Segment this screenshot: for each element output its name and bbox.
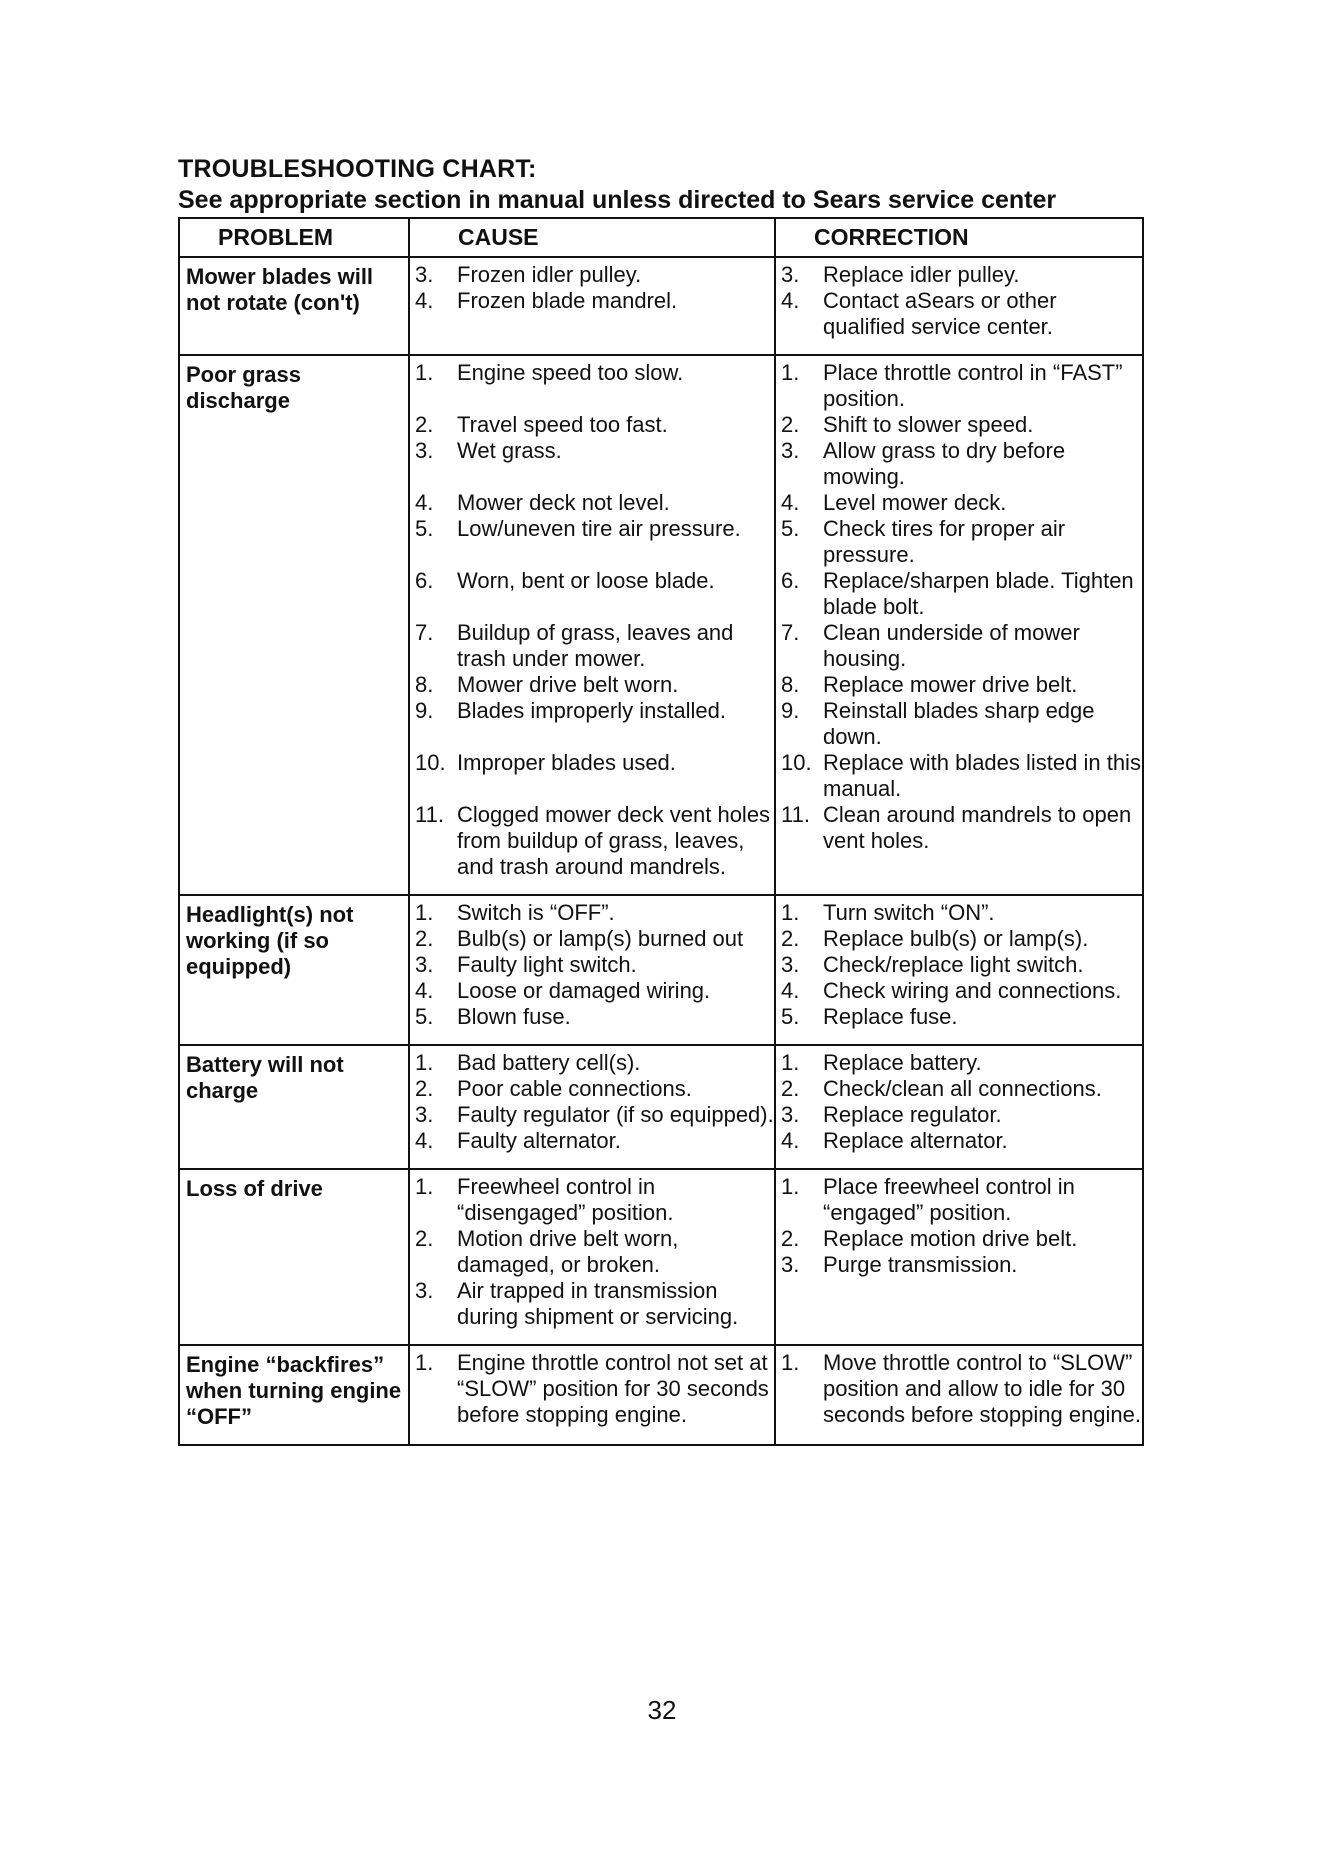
correction-cell xyxy=(775,1045,1143,1169)
correction-item xyxy=(776,952,1142,978)
cause-item xyxy=(410,1226,774,1278)
item-text: Move throttle control to “SLOW” position and allow to idle for 30 seconds before stopping engine. xyxy=(823,1350,1142,1427)
item-number: 6. xyxy=(781,568,800,593)
cause-item xyxy=(410,288,774,314)
troubleshooting-table xyxy=(178,217,1144,1446)
problem-cell: Mower blades will not rotate (con't) xyxy=(179,257,409,355)
item-number: 4. xyxy=(781,490,800,515)
cause-item xyxy=(410,900,774,926)
item-text: Check wiring and connections. xyxy=(823,978,1122,1003)
item-text: Replace mower drive belt. xyxy=(823,672,1078,697)
correction-item xyxy=(776,438,1142,490)
item-text: Check tires for proper air pressure. xyxy=(823,516,1066,567)
item-text: Replace with blades listed in this manual. xyxy=(823,750,1141,801)
item-number: 3. xyxy=(781,1102,800,1127)
item-text: Replace/sharpen blade. Tighten blade bolt. xyxy=(823,568,1134,619)
table-row xyxy=(179,895,1143,1045)
item-number: 3. xyxy=(415,262,434,287)
item-text: Mower drive belt worn. xyxy=(457,672,679,697)
item-number: 1. xyxy=(781,1174,800,1199)
correction-item xyxy=(776,288,1142,340)
chart-subtitle: See appropriate section in manual unless directed to Sears service center xyxy=(178,186,1057,214)
cause-cell xyxy=(409,1345,775,1445)
item-text: Bulb(s) or lamp(s) burned out xyxy=(457,926,744,951)
cause-item xyxy=(410,438,774,464)
table-body xyxy=(179,257,1143,1445)
item-number: 1. xyxy=(781,360,800,385)
item-text: Replace bulb(s) or lamp(s). xyxy=(823,926,1089,951)
item-number: 3. xyxy=(415,1278,434,1303)
table-row xyxy=(179,257,1143,355)
item-text: Buildup of grass, leaves and trash under mower. xyxy=(457,620,734,671)
correction-cell xyxy=(775,895,1143,1045)
item-text: Place throttle control in “FAST” position. xyxy=(823,360,1123,411)
correction-item xyxy=(776,1102,1142,1128)
item-text: Turn switch “ON”. xyxy=(823,900,995,925)
item-number: 11. xyxy=(781,802,810,827)
table-row xyxy=(179,1045,1143,1169)
item-text: Worn, bent or loose blade. xyxy=(457,568,715,593)
item-text: Replace battery. xyxy=(823,1050,982,1075)
item-number: 1. xyxy=(415,1350,434,1375)
table-header-row xyxy=(179,218,1143,257)
troubleshooting-page xyxy=(178,154,1142,1446)
item-number: 3. xyxy=(781,438,800,463)
correction-item xyxy=(776,750,1142,802)
item-text: Frozen idler pulley. xyxy=(457,262,642,287)
item-text: Contact aSears or other qualified service center. xyxy=(823,288,1057,339)
item-number: 1. xyxy=(415,1174,434,1199)
item-text: Air trapped in transmission during shipment or servicing. xyxy=(457,1278,739,1329)
problem-cell: Headlight(s) not working (if so equipped) xyxy=(179,895,409,1045)
item-number: 2. xyxy=(781,1226,800,1251)
item-number: 1. xyxy=(415,900,434,925)
cause-cell xyxy=(409,355,775,895)
correction-cell xyxy=(775,257,1143,355)
cause-item xyxy=(410,698,774,724)
correction-cell xyxy=(775,1169,1143,1345)
item-number: 9. xyxy=(781,698,800,723)
item-number: 4. xyxy=(415,288,434,313)
cause-item xyxy=(410,776,774,880)
problem-cell: Poor grass discharge xyxy=(179,355,409,895)
item-text: Clean around mandrels to open vent holes. xyxy=(823,802,1132,853)
correction-item xyxy=(776,1128,1142,1154)
item-number: 2. xyxy=(415,1226,434,1251)
item-number: 3. xyxy=(415,952,434,977)
cause-item xyxy=(410,978,774,1004)
item-text: Loose or damaged wiring. xyxy=(457,978,711,1003)
item-number: 2. xyxy=(781,412,800,437)
item-text: Low/uneven tire air pressure. xyxy=(457,516,741,541)
correction-item xyxy=(776,568,1142,620)
item-text: Purge transmission. xyxy=(823,1252,1018,1277)
cause-item xyxy=(410,724,774,776)
item-number: 2. xyxy=(415,412,434,437)
item-text: Place freewheel control in “engaged” position. xyxy=(823,1174,1075,1225)
correction-item xyxy=(776,412,1142,438)
item-text: Faulty regulator (if so equipped). xyxy=(457,1102,774,1127)
correction-cell xyxy=(775,355,1143,895)
item-text: Level mower deck. xyxy=(823,490,1007,515)
cause-item xyxy=(410,1050,774,1076)
item-number: 4. xyxy=(415,978,434,1003)
cause-item xyxy=(410,542,774,594)
cause-item xyxy=(410,516,774,542)
page-number: 32 xyxy=(647,1695,677,1725)
item-text: Faulty light switch. xyxy=(457,952,637,977)
item-text: Faulty alternator. xyxy=(457,1128,621,1153)
correction-item xyxy=(776,620,1142,672)
cause-cell xyxy=(409,895,775,1045)
cause-item xyxy=(410,386,774,438)
item-number: 7. xyxy=(781,620,800,645)
item-number: 2. xyxy=(781,1076,800,1101)
problem-cell: Loss of drive xyxy=(179,1169,409,1345)
item-number: 6. xyxy=(415,568,434,593)
cause-cell xyxy=(409,257,775,355)
item-text: Frozen blade mandrel. xyxy=(457,288,678,313)
item-number: 5. xyxy=(781,1004,800,1029)
header-cause: CAUSE xyxy=(409,218,775,257)
item-number: 3. xyxy=(781,262,800,287)
cause-item xyxy=(410,1174,774,1226)
item-text: Replace alternator. xyxy=(823,1128,1008,1153)
cause-item xyxy=(410,1350,774,1428)
correction-item xyxy=(776,1050,1142,1076)
item-number: 4. xyxy=(415,1128,434,1153)
cause-item xyxy=(410,1278,774,1330)
item-number: 9. xyxy=(415,698,434,723)
correction-item xyxy=(776,900,1142,926)
chart-title: TROUBLESHOOTING CHART: xyxy=(178,155,537,183)
cause-cell xyxy=(409,1169,775,1345)
item-text: Allow grass to dry before mowing. xyxy=(823,438,1066,489)
correction-item xyxy=(776,926,1142,952)
correction-item xyxy=(776,1174,1142,1226)
header-correction: CORRECTION xyxy=(775,218,1143,257)
item-number: 3. xyxy=(781,1252,800,1277)
correction-item xyxy=(776,516,1142,568)
cause-item xyxy=(410,464,774,516)
correction-cell xyxy=(775,1345,1143,1445)
cause-item xyxy=(410,952,774,978)
correction-item xyxy=(776,802,1142,854)
cause-item xyxy=(410,262,774,288)
item-number: 5. xyxy=(415,516,434,541)
item-number: 4. xyxy=(415,490,434,515)
item-number: 7. xyxy=(415,620,434,645)
item-number: 4. xyxy=(781,1128,800,1153)
cause-item xyxy=(410,1102,774,1128)
correction-item xyxy=(776,978,1142,1004)
cause-item xyxy=(410,594,774,672)
item-text: Engine speed too slow. xyxy=(457,360,684,385)
correction-item xyxy=(776,1350,1142,1428)
correction-item xyxy=(776,490,1142,516)
item-number: 2. xyxy=(781,926,800,951)
item-text: Check/clean all connections. xyxy=(823,1076,1102,1101)
item-number: 4. xyxy=(781,288,800,313)
item-text: Reinstall blades sharp edge down. xyxy=(823,698,1095,749)
item-text: Motion drive belt worn, damaged, or broken. xyxy=(457,1226,679,1277)
cause-cell xyxy=(409,1045,775,1169)
item-text: Mower deck not level. xyxy=(457,490,670,515)
item-number: 10. xyxy=(415,750,446,775)
item-text: Shift to slower speed. xyxy=(823,412,1034,437)
table-row xyxy=(179,355,1143,895)
item-text: Replace regulator. xyxy=(823,1102,1002,1127)
correction-item xyxy=(776,360,1142,412)
item-text: Bad battery cell(s). xyxy=(457,1050,641,1075)
correction-item xyxy=(776,262,1142,288)
item-number: 3. xyxy=(415,1102,434,1127)
item-text: Blown fuse. xyxy=(457,1004,571,1029)
item-number: 11. xyxy=(415,802,444,827)
item-text: Clean underside of mower housing. xyxy=(823,620,1080,671)
item-text: Improper blades used. xyxy=(457,750,676,775)
item-text: Replace fuse. xyxy=(823,1004,958,1029)
item-text: Replace motion drive belt. xyxy=(823,1226,1078,1251)
table-row xyxy=(179,1169,1143,1345)
item-number: 1. xyxy=(781,1050,800,1075)
item-number: 3. xyxy=(781,952,800,977)
item-number: 3. xyxy=(415,438,434,463)
item-number: 1. xyxy=(781,1350,800,1375)
correction-item xyxy=(776,698,1142,750)
item-text: Check/replace light switch. xyxy=(823,952,1084,977)
cause-item xyxy=(410,672,774,698)
item-text: Engine throttle control not set at “SLOW” position for 30 seconds before stopping engine. xyxy=(457,1350,769,1427)
item-number: 4. xyxy=(781,978,800,1003)
item-text: Freewheel control in “disengaged” position. xyxy=(457,1174,674,1225)
item-text: Poor cable connections. xyxy=(457,1076,692,1101)
cause-item xyxy=(410,1004,774,1030)
item-number: 5. xyxy=(781,516,800,541)
cause-item xyxy=(410,360,774,386)
problem-cell: Battery will not charge xyxy=(179,1045,409,1169)
cause-item xyxy=(410,1076,774,1102)
table-row xyxy=(179,1345,1143,1445)
item-number: 1. xyxy=(415,1050,434,1075)
cause-item xyxy=(410,1128,774,1154)
cause-item xyxy=(410,926,774,952)
correction-item xyxy=(776,1226,1142,1252)
correction-item xyxy=(776,1252,1142,1278)
header-problem: PROBLEM xyxy=(179,218,409,257)
item-number: 5. xyxy=(415,1004,434,1029)
item-number: 2. xyxy=(415,926,434,951)
problem-cell: Engine “backfires” when turning engine “OFF” xyxy=(179,1345,409,1445)
correction-item xyxy=(776,1004,1142,1030)
item-text: Clogged mower deck vent holes from buildup of grass, leaves, and trash around mandrels. xyxy=(457,802,771,879)
item-number: 8. xyxy=(781,672,800,697)
item-number: 1. xyxy=(781,900,800,925)
item-number: 2. xyxy=(415,1076,434,1101)
item-text: Replace idler pulley. xyxy=(823,262,1020,287)
correction-item xyxy=(776,672,1142,698)
item-text: Travel speed too fast. xyxy=(457,412,668,437)
item-number: 10. xyxy=(781,750,812,775)
correction-item xyxy=(776,1076,1142,1102)
item-text: Wet grass. xyxy=(457,438,562,463)
item-text: Blades improperly installed. xyxy=(457,698,727,723)
item-text: Switch is “OFF”. xyxy=(457,900,615,925)
item-number: 8. xyxy=(415,672,434,697)
item-number: 1. xyxy=(415,360,434,385)
